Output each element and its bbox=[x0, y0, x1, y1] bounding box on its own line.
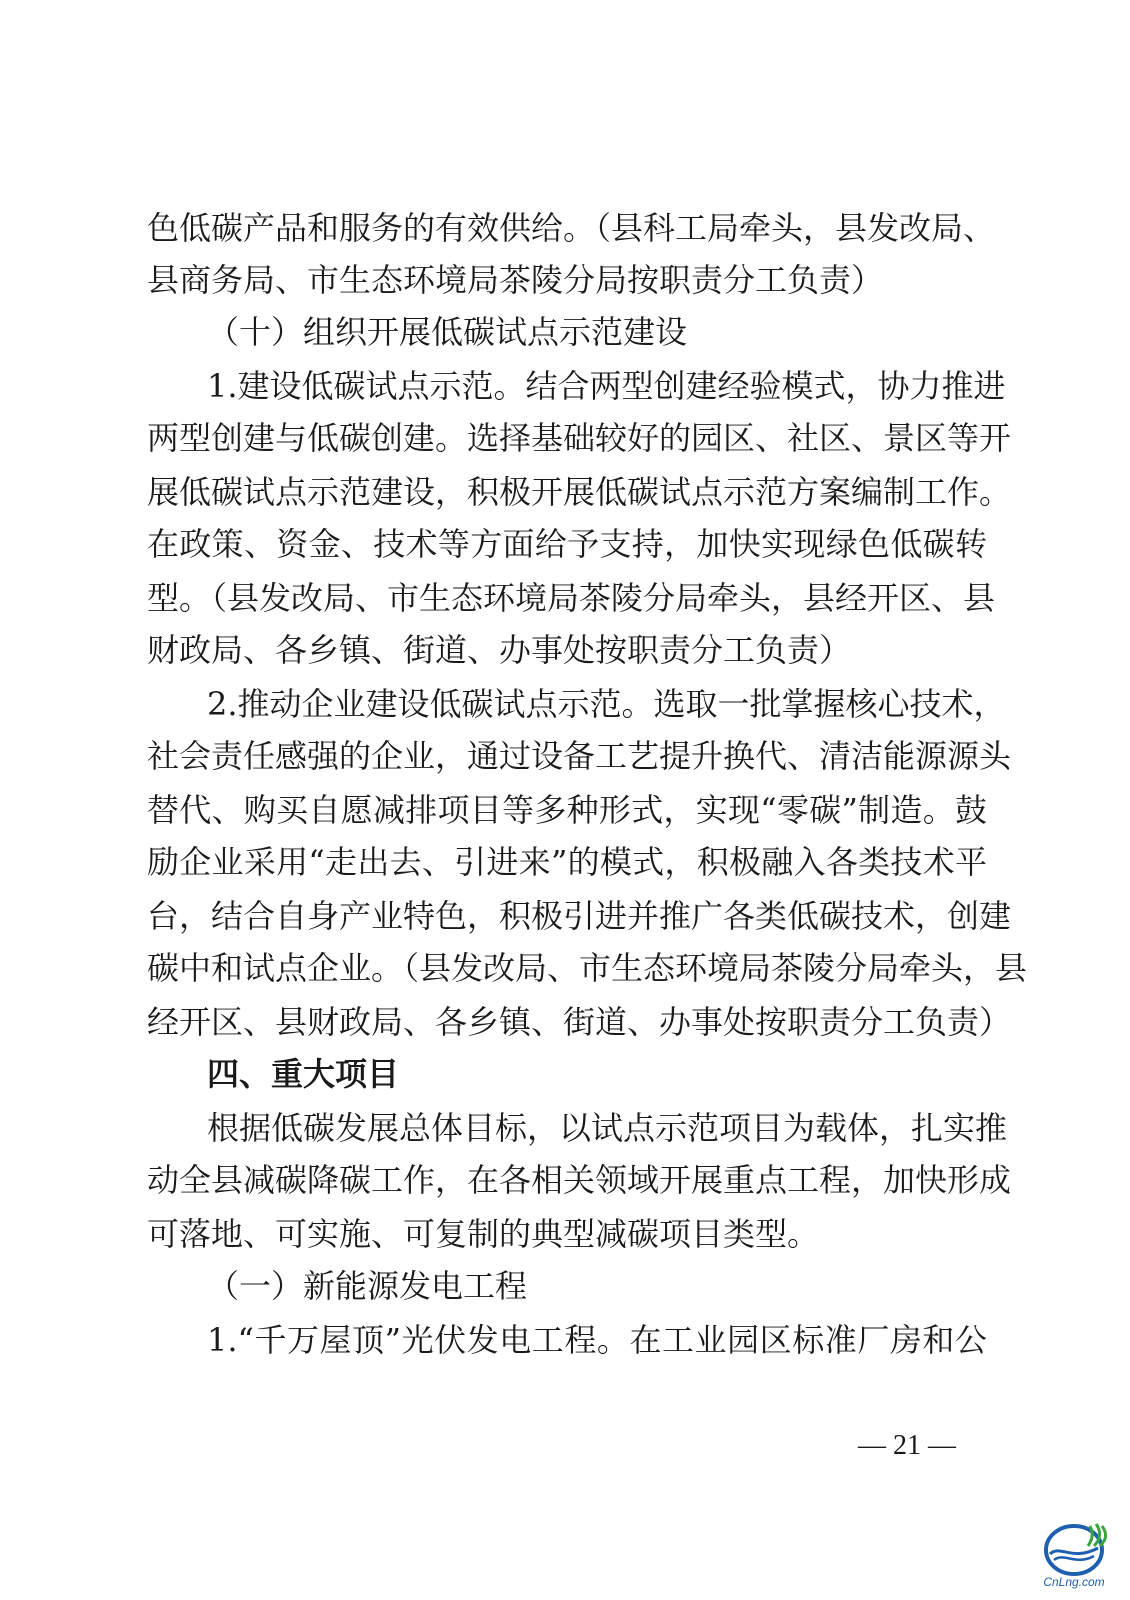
body-line: 碳中和试点企业。（县发改局、市生态环境局茶陵分局牵头，县 bbox=[147, 949, 1028, 987]
body-line: 1.“千万屋顶”光伏发电工程。在工业园区标准厂房和公 bbox=[207, 1321, 987, 1359]
cnlng-logo-icon bbox=[1032, 1520, 1116, 1592]
body-line: 根据低碳发展总体目标，以试点示范项目为载体，扎实推 bbox=[207, 1109, 1008, 1147]
body-line: 台，结合自身产业特色，积极引进并推广各类低碳技术，创建 bbox=[147, 897, 1012, 935]
body-line: 社会责任感强的企业，通过设备工艺提升换代、清洁能源源头 bbox=[147, 737, 1012, 775]
body-line: 经开区、县财政局、各乡镇、街道、办事处按职责分工负责） bbox=[147, 1003, 1012, 1041]
body-line: 展低碳试点示范建设，积极开展低碳试点示范方案编制工作。 bbox=[147, 473, 1012, 511]
body-line: 色低碳产品和服务的有效供给。（县科工局牵头，县发改局、 bbox=[147, 209, 996, 247]
section-heading: （一）新能源发电工程 bbox=[207, 1267, 528, 1305]
page-number: — 21 — bbox=[858, 1430, 956, 1461]
body-line: 励企业采用“走出去、引进来”的模式，积极融入各类技术平 bbox=[147, 843, 987, 881]
body-line: 1.建设低碳试点示范。结合两型创建经验模式，协力推进 bbox=[207, 367, 1006, 405]
section-heading: 四、重大项目 bbox=[207, 1055, 400, 1093]
body-line: 型。（县发改局、市生态环境局茶陵分局牵头，县经开区、县 bbox=[147, 579, 996, 617]
body-line: 可落地、可实施、可复制的典型减碳项目类型。 bbox=[147, 1215, 820, 1253]
body-line: 两型创建与低碳创建。选择基础较好的园区、社区、景区等开 bbox=[147, 419, 1012, 457]
body-line: 替代、购买自愿减排项目等多种形式，实现“零碳”制造。鼓 bbox=[147, 791, 987, 829]
watermark-text: CnLng.com bbox=[1043, 1575, 1105, 1589]
body-line: 财政局、各乡镇、街道、办事处按职责分工负责） bbox=[147, 631, 852, 669]
section-heading: （十）组织开展低碳试点示范建设 bbox=[207, 313, 688, 351]
body-line: 2.推动企业建设低碳试点示范。选取一批掌握核心技术， bbox=[207, 685, 1006, 723]
body-line: 县商务局、市生态环境局茶陵分局按职责分工负责） bbox=[147, 261, 884, 299]
body-line: 动全县减碳降碳工作，在各相关领域开展重点工程，加快形成 bbox=[147, 1161, 1012, 1199]
body-line: 在政策、资金、技术等方面给予支持，加快实现绿色低碳转 bbox=[147, 525, 987, 563]
